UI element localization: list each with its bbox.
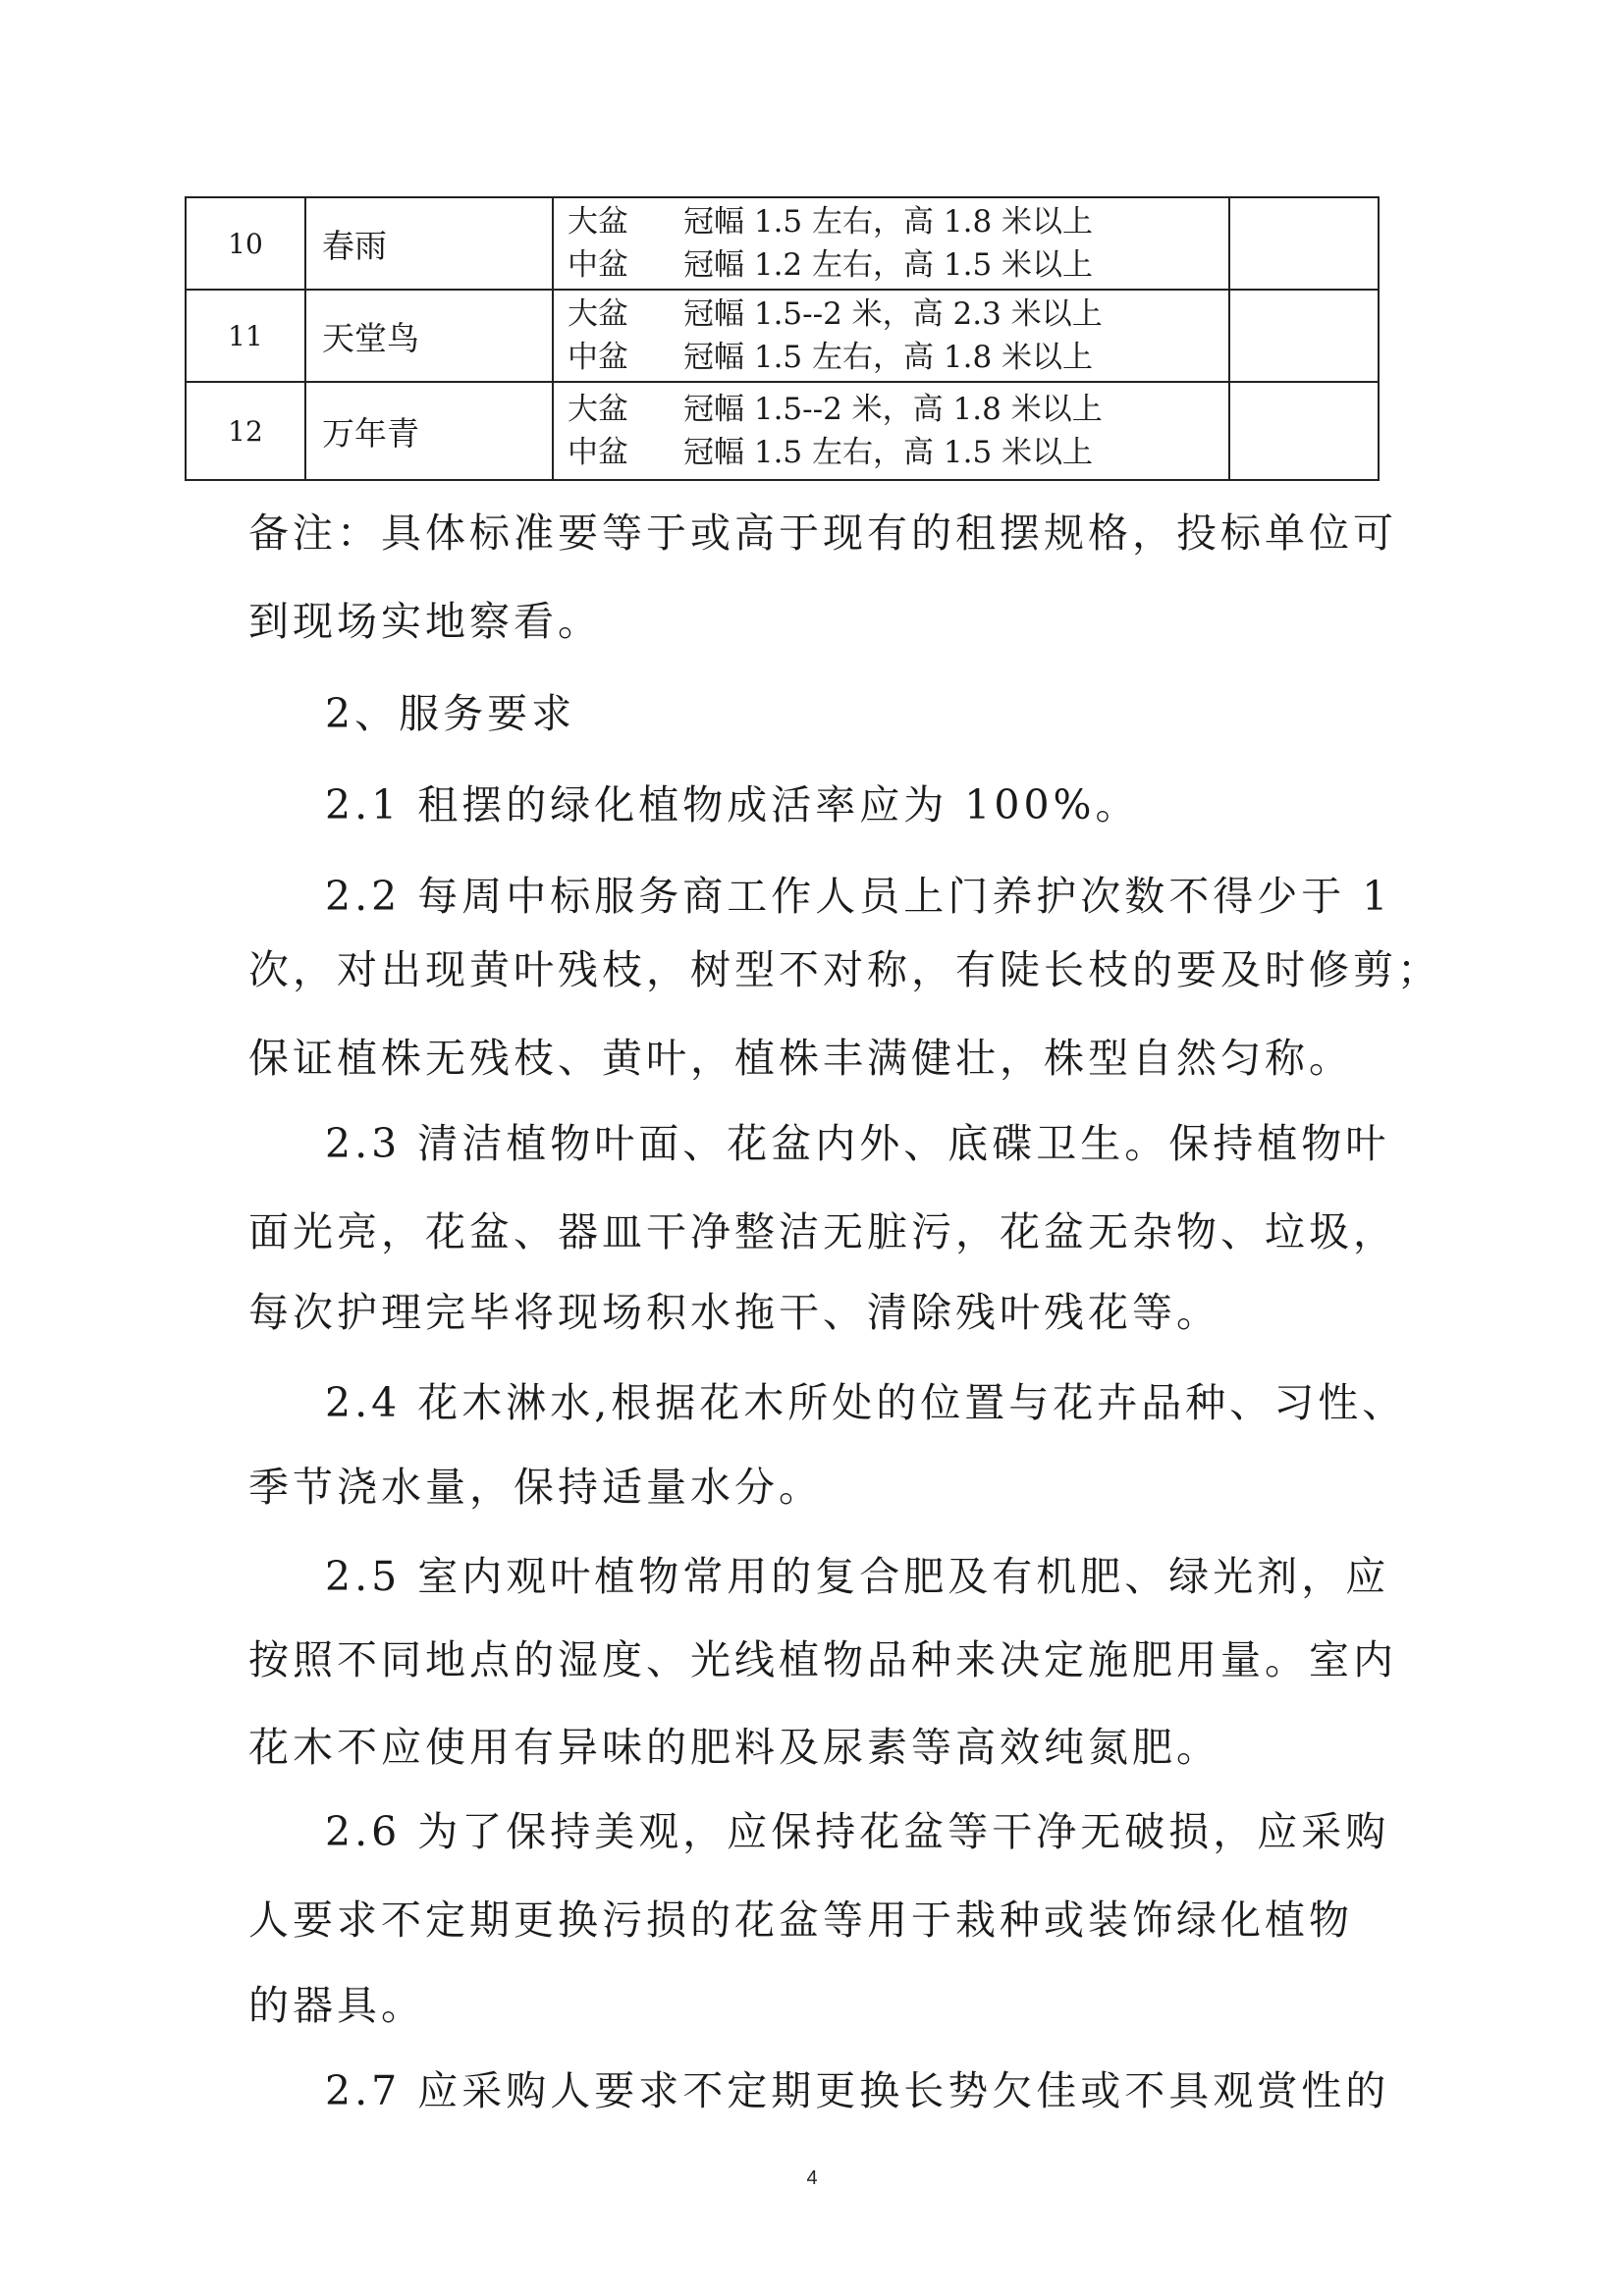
paragraph: 2.5 室内观叶植物常用的复合肥及有机肥、绿光剂，应: [325, 1553, 1390, 1600]
blank-cell: [1229, 382, 1379, 480]
paragraph: 的器具。: [248, 1982, 425, 2029]
paragraph: 次，对出现黄叶残枝，树型不对称，有陡长枝的要及时修剪；: [248, 946, 1441, 993]
blank-cell: [1229, 197, 1379, 290]
paragraph: 2.6 为了保持美观，应保持花盆等干净无破损，应采购: [325, 1808, 1390, 1855]
paragraph: 季节浇水量，保持适量水分。: [248, 1464, 823, 1511]
paragraph: 2.7 应采购人要求不定期更换长势欠佳或不具观赏性的: [325, 2067, 1390, 2114]
plant-spec: [553, 382, 1229, 480]
spec-desc: 冠幅 1.5 左右，高 1.8 米以上: [683, 204, 1094, 240]
paragraph: 人要求不定期更换污损的花盆等用于栽种或装饰绿化植物: [248, 1896, 1353, 1944]
table-row: [186, 290, 1379, 382]
pot-size: 中盆: [568, 247, 628, 283]
spec-desc: 冠幅 1.5 左右，高 1.5 米以上: [683, 435, 1094, 470]
spec-line: [568, 200, 1228, 243]
table-row: [186, 197, 1379, 290]
paragraph: 2.3 清洁植物叶面、花盆内外、底碟卫生。保持植物叶: [325, 1120, 1390, 1167]
note-text: 备注：具体标准要等于或高于现有的租摆规格，投标单位可: [248, 509, 1397, 557]
spec-desc: 冠幅 1.2 左右，高 1.5 米以上: [683, 247, 1094, 283]
spec-desc: 冠幅 1.5--2 米，高 2.3 米以上: [683, 296, 1103, 332]
table-row: [186, 382, 1379, 480]
plant-name: 春雨: [305, 197, 553, 290]
paragraph: 2.1 租摆的绿化植物成活率应为 100%。: [325, 781, 1140, 828]
pot-size: 大盆: [568, 296, 628, 332]
pot-size: 中盆: [568, 340, 628, 375]
plant-name: 天堂鸟: [305, 290, 553, 382]
plant-spec-table: [185, 196, 1380, 481]
paragraph: 2.2 每周中标服务商工作人员上门养护次数不得少于 1: [325, 873, 1392, 920]
pot-size: 中盆: [568, 435, 628, 470]
plant-spec: [553, 197, 1229, 290]
paragraph: 每次护理完毕将现场积水拖干、清除残叶残花等。: [248, 1289, 1220, 1336]
row-number: 11: [186, 290, 305, 382]
pot-size: 大盆: [568, 204, 628, 240]
note-text: 到现场实地察看。: [248, 598, 602, 645]
plant-name: 万年青: [305, 382, 553, 480]
section-heading: 2、服务要求: [325, 690, 576, 737]
paragraph: 面光亮，花盆、器皿干净整洁无脏污，花盆无杂物、垃圾，: [248, 1208, 1397, 1255]
paragraph: 花木不应使用有异味的肥料及尿素等高效纯氮肥。: [248, 1724, 1220, 1771]
blank-cell: [1229, 290, 1379, 382]
paragraph: 2.4 花木淋水,根据花木所处的位置与花卉品种、习性、: [325, 1379, 1407, 1426]
spec-desc: 冠幅 1.5 左右，高 1.8 米以上: [683, 340, 1094, 375]
spec-line: [568, 293, 1228, 336]
pot-size: 大盆: [568, 392, 628, 427]
row-number: 10: [186, 197, 305, 290]
page-number: 4: [806, 2167, 818, 2189]
paragraph: 按照不同地点的湿度、光线植物品种来决定施肥用量。室内: [248, 1636, 1397, 1683]
spec-line: [568, 336, 1228, 379]
paragraph: 保证植株无残枝、黄叶，植株丰满健壮，株型自然匀称。: [248, 1035, 1353, 1082]
plant-spec: [553, 290, 1229, 382]
spec-line: [568, 431, 1228, 474]
spec-line: [568, 243, 1228, 287]
spec-desc: 冠幅 1.5--2 米，高 1.8 米以上: [683, 392, 1103, 427]
row-number: 12: [186, 382, 305, 480]
spec-line: [568, 388, 1228, 431]
